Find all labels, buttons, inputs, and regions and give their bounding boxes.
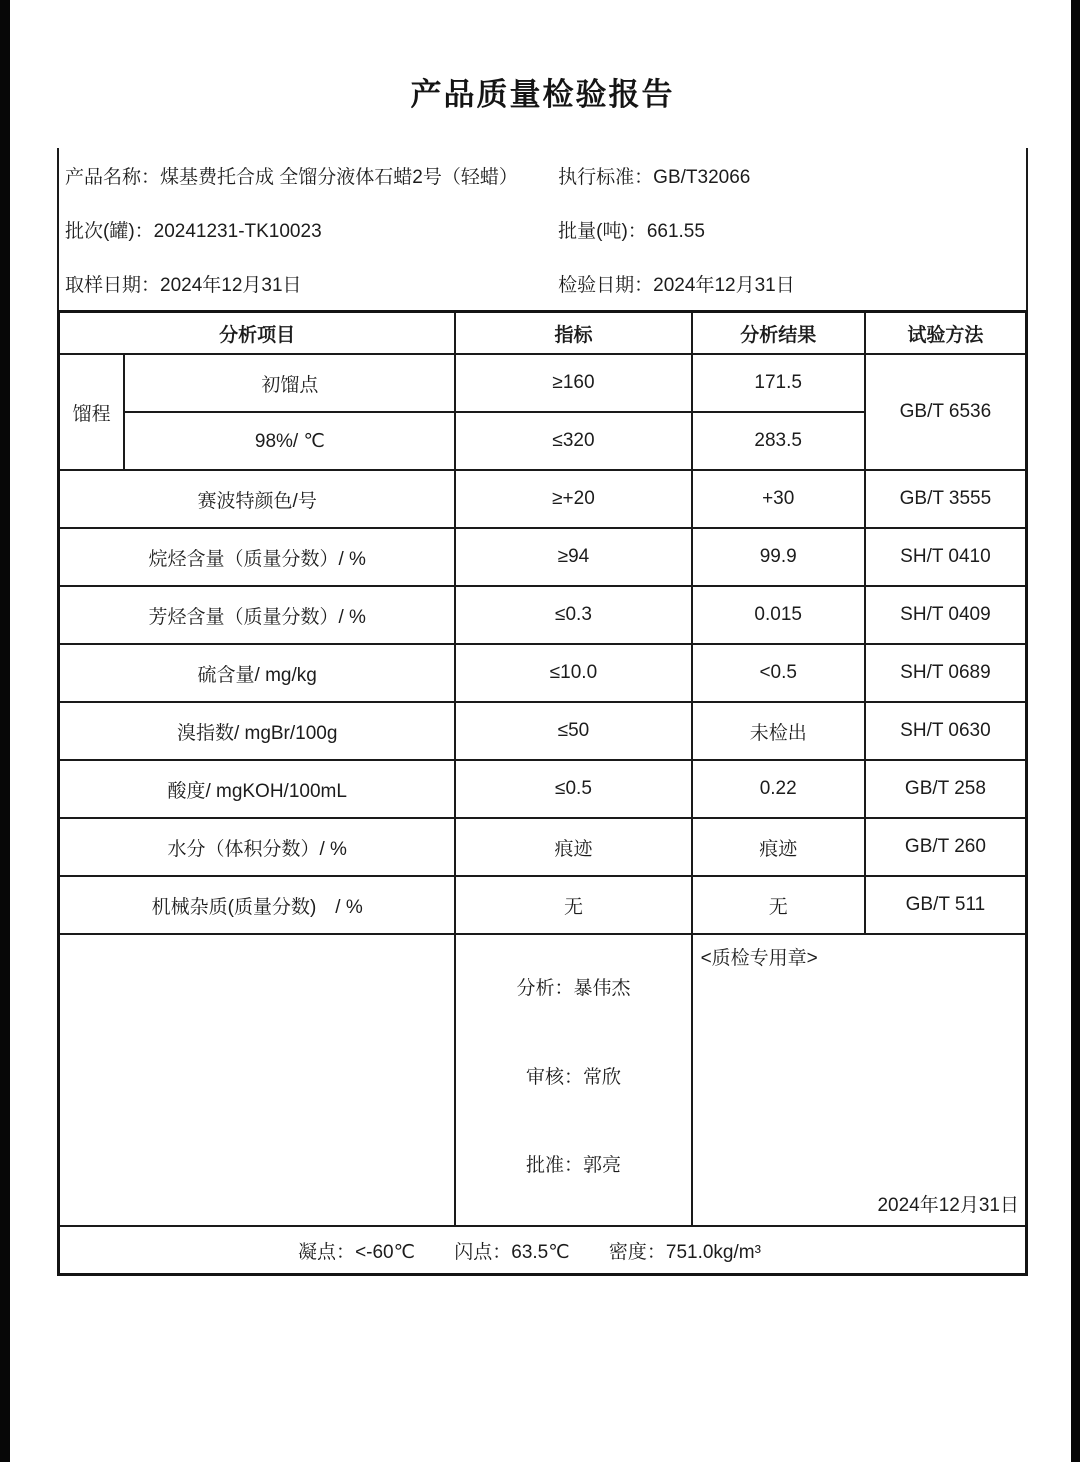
info-row-product <box>59 148 1026 202</box>
cell-item: 水分（体积分数）/ % <box>59 818 456 876</box>
cell-item: 酸度/ mgKOH/100mL <box>59 760 456 818</box>
cell-item: 赛波特颜色/号 <box>59 470 456 528</box>
cell-spec: ≥160 <box>455 354 691 412</box>
cell-spec: ≤320 <box>455 412 691 470</box>
table-row <box>59 644 1027 702</box>
batch-value: 20241231-TK10023 <box>153 220 322 242</box>
freezing-point: 凝点：<-60℃ <box>298 1241 415 1263</box>
reviewer-label: 审核： <box>525 1066 583 1088</box>
approver-name: 郭亮 <box>582 1155 621 1176</box>
cell-spec: ≥+20 <box>455 470 691 528</box>
analysis-table <box>57 310 1028 1276</box>
approver-line <box>464 1150 682 1177</box>
cell-spec: 无 <box>455 876 691 934</box>
table-row <box>59 586 1027 644</box>
analyst-label: 分析： <box>516 978 574 999</box>
product-name-value: 煤基费托合成 全馏分液体石蜡2号（轻蜡） <box>160 166 518 188</box>
cell-result: 0.015 <box>692 586 865 644</box>
reviewer-name: 常欣 <box>582 1066 621 1088</box>
cell-method: SH/T 0410 <box>865 528 1027 586</box>
seal-placeholder: <质检专用章> <box>700 948 818 969</box>
analyst-name: 暴伟杰 <box>573 978 631 999</box>
footer-row <box>59 1226 1027 1275</box>
column-header-spec: 指标 <box>455 312 691 355</box>
cell-method: SH/T 0689 <box>865 644 1027 702</box>
cell-item: 初馏点 <box>124 354 455 412</box>
page-title: 产品质量检验报告 <box>410 77 675 112</box>
quantity-label: 批量(吨)： <box>558 220 647 242</box>
signature-row <box>59 934 1027 1226</box>
cell-method: SH/T 0409 <box>865 586 1027 644</box>
distillation-group-label: 馏程 <box>59 354 125 470</box>
cell-result: 痕迹 <box>692 818 865 876</box>
cell-result: 171.5 <box>692 354 865 412</box>
cell-result: +30 <box>692 470 865 528</box>
table-row <box>59 470 1027 528</box>
cell-method: GB/T 260 <box>865 818 1027 876</box>
cell-result: 无 <box>692 876 865 934</box>
cell-result: <0.5 <box>692 644 865 702</box>
cell-result: 未检出 <box>692 702 865 760</box>
quantity-value: 661.55 <box>646 220 705 242</box>
table-row-distillation-1 <box>59 354 1027 412</box>
cell-spec: ≤0.3 <box>455 586 691 644</box>
info-row-batch <box>59 202 1026 256</box>
test-date-value: 2024年12月31日 <box>653 274 795 296</box>
sampling-date-label: 取样日期： <box>65 274 161 296</box>
cell-method: GB/T 3555 <box>865 470 1027 528</box>
cell-spec: ≥94 <box>455 528 691 586</box>
cell-result: 283.5 <box>692 412 865 470</box>
table-header-row <box>59 312 1027 355</box>
table-row <box>59 528 1027 586</box>
flash-point: 闪点：63.5℃ <box>454 1241 570 1263</box>
cell-item: 机械杂质(质量分数) / % <box>59 876 456 934</box>
info-row-dates <box>59 256 1026 310</box>
column-header-method: 试验方法 <box>865 312 1027 355</box>
cell-method: SH/T 0630 <box>865 702 1027 760</box>
approver-label: 批准： <box>525 1155 583 1176</box>
table-row <box>59 818 1027 876</box>
cell-item: 芳烃含量（质量分数）/ % <box>59 586 456 644</box>
analyst-line <box>464 973 682 1000</box>
cell-method: GB/T 258 <box>865 760 1027 818</box>
cell-item: 溴指数/ mgBr/100g <box>59 702 456 760</box>
report-date: 2024年12月31日 <box>877 1195 1019 1216</box>
signature-empty-cell <box>59 934 456 1226</box>
reviewer-line <box>464 1062 682 1089</box>
cell-item: 烷烃含量（质量分数）/ % <box>59 528 456 586</box>
cell-method: GB/T 511 <box>865 876 1027 934</box>
photo-edge-right <box>1071 0 1080 1462</box>
sampling-date-value: 2024年12月31日 <box>160 274 302 296</box>
cell-item: 硫含量/ mg/kg <box>59 644 456 702</box>
seal-cell <box>692 934 1027 1226</box>
table-row <box>59 760 1027 818</box>
batch-label: 批次(罐)： <box>65 220 154 242</box>
standard-value: GB/T32066 <box>653 166 751 188</box>
density: 密度：751.0kg/m³ <box>608 1241 761 1263</box>
test-date-label: 检验日期： <box>558 274 654 296</box>
report-document <box>57 0 1028 1276</box>
signature-names-cell <box>455 934 691 1226</box>
standard-label: 执行标准： <box>558 166 654 188</box>
cell-result: 99.9 <box>692 528 865 586</box>
cell-spec: ≤10.0 <box>455 644 691 702</box>
product-name-label: 产品名称： <box>65 166 161 188</box>
table-row <box>59 876 1027 934</box>
cell-item: 98%/ ℃ <box>124 412 455 470</box>
photo-edge-left <box>0 0 10 1462</box>
cell-spec: ≤50 <box>455 702 691 760</box>
cell-method: GB/T 6536 <box>865 354 1027 470</box>
cell-spec: ≤0.5 <box>455 760 691 818</box>
report-info-section <box>57 148 1028 310</box>
column-header-result: 分析结果 <box>692 312 865 355</box>
column-header-item: 分析项目 <box>59 312 456 355</box>
cell-spec: 痕迹 <box>455 818 691 876</box>
footer-properties-cell <box>59 1226 1027 1275</box>
table-row <box>59 702 1027 760</box>
cell-result: 0.22 <box>692 760 865 818</box>
